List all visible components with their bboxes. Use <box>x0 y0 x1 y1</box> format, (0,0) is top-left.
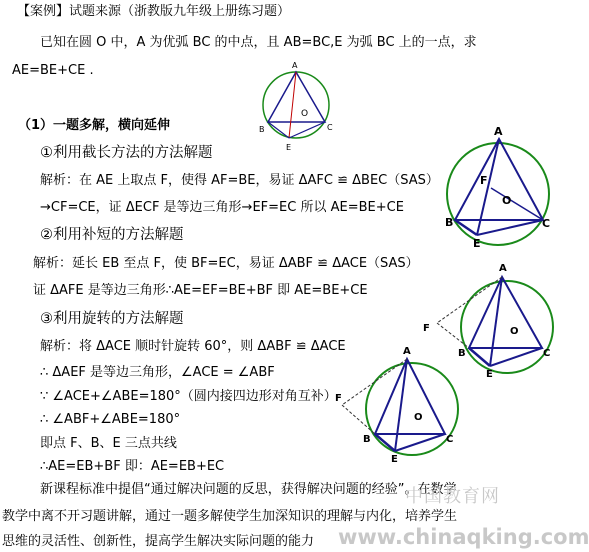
problem-goal: AE=BE+CE . <box>12 63 94 78</box>
method-1-analysis: 解析：在 AE 上取点 F，使得 AF=BE，易证 ΔAFC ≌ ΔBEC（SAS） <box>40 173 439 188</box>
case-heading: 【案例】试题来源（浙教版九年级上册练习题） <box>17 4 291 19</box>
figure-3-label-c: C <box>543 348 551 359</box>
figure-4-label-o: O <box>414 412 423 423</box>
figure-4-label-f: F <box>335 393 342 404</box>
method-1-conclusion: →CF=CE，证 ΔECF 是等边三角形→EF=EC 所以 AE=BE+CE <box>40 200 404 215</box>
reflection-line-2: 教学中离不开习题讲解，通过一题多解使学生加深知识的理解与内化，培养学生 <box>2 509 458 524</box>
figure-4-chord-be <box>375 434 395 451</box>
figure-2-label-o: O <box>502 194 512 207</box>
figure-4-circle <box>366 363 458 455</box>
figure-3-label-o: O <box>510 326 519 337</box>
figure-2-label-e: E <box>473 237 481 250</box>
figure-3-label-e: E <box>486 369 493 380</box>
figure-3-label-b: B <box>458 348 466 359</box>
figure-1 <box>257 58 337 152</box>
figure-2-label-b: B <box>445 216 454 229</box>
method-3-analysis: 解析：将 ΔACE 顺时针旋转 60°，则 ΔABF ≌ ΔACE <box>40 339 346 354</box>
figure-1-label-o: O <box>301 109 309 119</box>
figure-1-circle <box>263 72 329 138</box>
method-3-step-5: ∴AE=EB+BF 即：AE=EB+EC <box>40 459 225 474</box>
figure-2-label-c: C <box>542 217 551 230</box>
method-3-step-1: ∴ ΔAEF 是等边三角形，∠ACE = ∠ABF <box>40 365 275 380</box>
figure-1-label-b: B <box>259 125 265 134</box>
figure-4-label-a: A <box>403 346 411 357</box>
figure-2-label-f: F <box>480 174 488 187</box>
method-2-conclusion: 证 ΔAFE 是等边三角形∴AE=EF=BE+BF 即 AE=BE+CE <box>33 283 368 298</box>
method-1-title: ①利用截长方法的方法解题 <box>40 145 213 161</box>
section-heading: （1）一题多解，横向延伸 <box>18 118 171 133</box>
figure-4 <box>335 343 461 463</box>
reflection-line-3: 思维的灵活性、创新性，提高学生解决实际问题的能力 <box>2 534 315 549</box>
figure-1-label-e: E <box>286 143 292 152</box>
figure-4-label-b: B <box>363 434 371 445</box>
figure-1-label-c: C <box>327 123 333 132</box>
method-3-step-4: 即点 F、B、E 三点共线 <box>40 436 177 451</box>
figure-4-label-e: E <box>391 454 398 465</box>
figure-4-label-c: C <box>446 434 454 445</box>
figure-3-label-f: F <box>423 323 430 334</box>
watermark-url: www.chinaqking.com <box>338 525 589 549</box>
method-3-title: ③利用旋转的方法解题 <box>40 311 184 327</box>
figure-2-triangle <box>455 139 543 220</box>
problem-statement: 已知在圆 O 中，A 为优弧 BC 的中点，且 AB=BC,E 为弧 BC 上的一点，求 <box>40 35 477 50</box>
figure-2-chord-ce <box>477 220 543 235</box>
figure-1-label-a: A <box>292 61 298 70</box>
figure-2-label-a: A <box>494 125 503 138</box>
method-3-step-2: ∵ ∠ACE+∠ABE=180°（圆内接四边形对角互补） <box>40 389 337 404</box>
figure-3-label-a: A <box>499 263 507 274</box>
figure-1-chord-be <box>268 122 289 138</box>
figure-4-dashed-fb <box>342 405 375 434</box>
method-2-analysis: 解析：延长 EB 至点 F，使 BF=EC，易证 ΔABF ≌ ΔACE（SAS） <box>33 256 419 271</box>
method-3-step-3: ∴ ∠ABF+∠ABE=180° <box>40 412 181 427</box>
figure-2 <box>443 124 555 250</box>
reflection-line-1: 新课程标准中提倡“通过解决问题的反思，获得解决问题的经验”。在数学 <box>40 482 457 497</box>
method-2-title: ②利用补短的方法解题 <box>40 227 184 243</box>
watermark-cn: 中国教育网 <box>405 486 500 507</box>
